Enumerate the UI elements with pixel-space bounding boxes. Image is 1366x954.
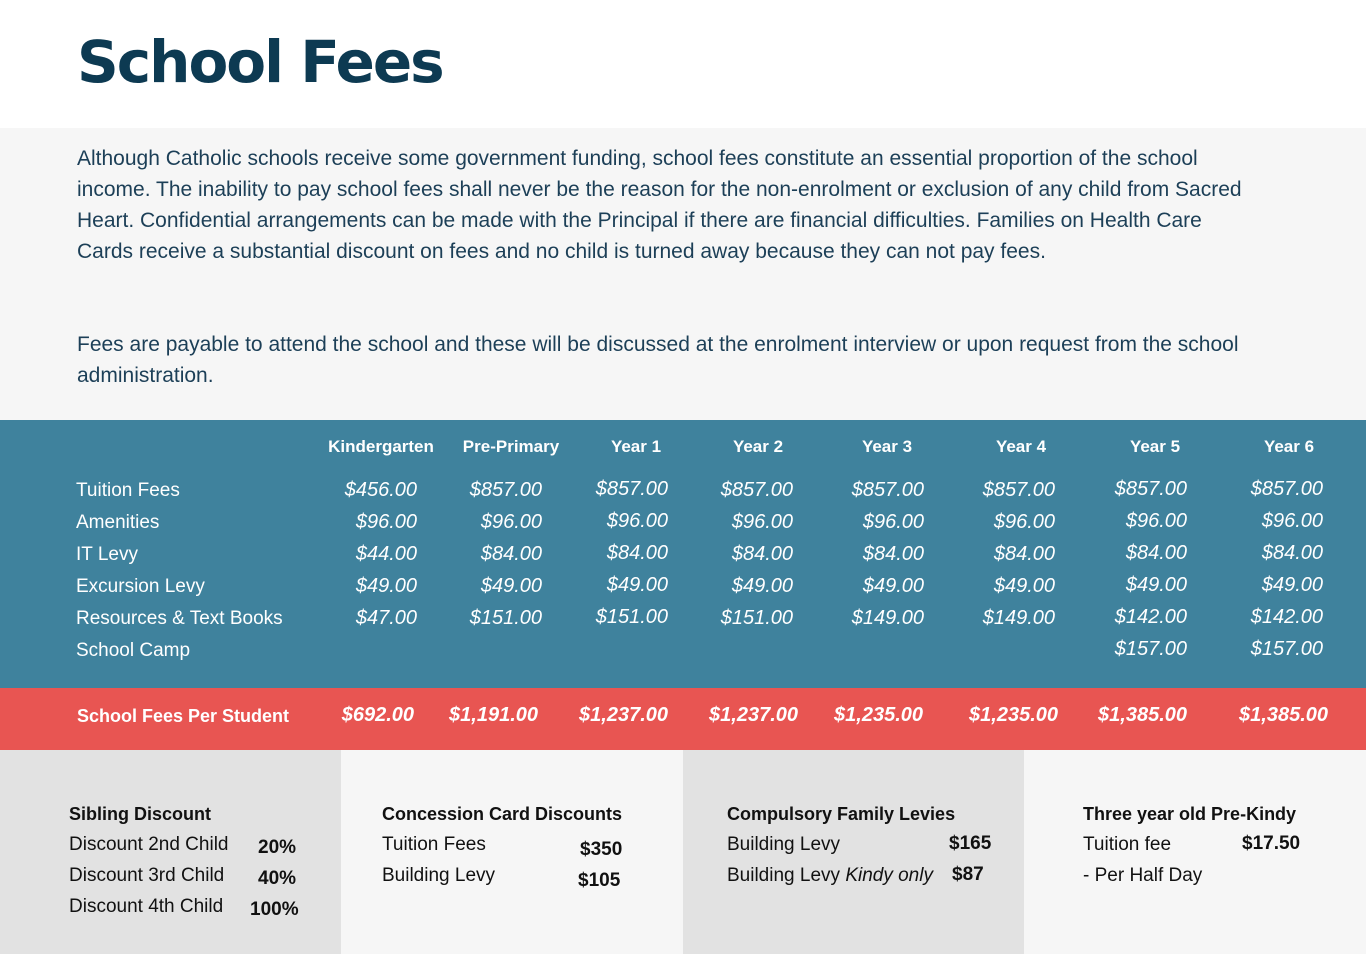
fee-cell: $47.00 bbox=[355, 607, 417, 629]
row-label-excursion-levy: Excursion Levy bbox=[76, 576, 205, 597]
column-header-year-4: Year 4 bbox=[995, 437, 1047, 456]
row-label-school-camp: School Camp bbox=[76, 640, 191, 661]
fee-cell: $857.00 bbox=[1250, 478, 1323, 500]
fee-cell: $96.00 bbox=[731, 511, 793, 533]
total-value: $1,385.00 bbox=[1239, 704, 1328, 726]
fee-cell: $857.00 bbox=[469, 479, 542, 501]
fee-cell: $84.00 bbox=[1125, 542, 1187, 564]
total-value: $1,237.00 bbox=[709, 704, 798, 726]
panel-item-label: Tuition fee bbox=[1083, 834, 1172, 855]
fee-cell: $49.00 bbox=[862, 575, 924, 597]
fee-cell: $142.00 bbox=[1250, 606, 1323, 628]
column-header-pre-primary: Pre-Primary bbox=[462, 437, 560, 456]
fee-cell: $49.00 bbox=[606, 574, 668, 596]
panel-item-label: Tuition Fees bbox=[382, 834, 486, 855]
fee-cell: $857.00 bbox=[1114, 478, 1187, 500]
panel-item-value: 20% bbox=[258, 837, 297, 858]
fee-cell: $49.00 bbox=[355, 575, 417, 597]
fee-cell: $96.00 bbox=[1261, 510, 1323, 532]
fee-cell: $157.00 bbox=[1114, 638, 1187, 660]
fee-cell: $151.00 bbox=[469, 607, 542, 629]
concession-card-panel bbox=[341, 750, 683, 954]
fee-cell: $857.00 bbox=[720, 479, 793, 501]
fee-cell: $49.00 bbox=[731, 575, 793, 597]
fee-cell: $49.00 bbox=[480, 575, 542, 597]
panel-item-value: $165 bbox=[949, 833, 992, 854]
panel-title: Sibling Discount bbox=[69, 804, 211, 824]
fees-table bbox=[0, 420, 1366, 688]
fee-cell: $151.00 bbox=[720, 607, 793, 629]
column-header-year-5: Year 5 bbox=[1129, 437, 1181, 456]
fee-cell: $49.00 bbox=[993, 575, 1055, 597]
fee-cell: $96.00 bbox=[355, 511, 417, 533]
fee-cell: $157.00 bbox=[1250, 638, 1323, 660]
fee-cell: $149.00 bbox=[982, 607, 1055, 629]
row-label-it-levy: IT Levy bbox=[76, 544, 138, 565]
fee-cell: $857.00 bbox=[982, 479, 1055, 501]
fee-cell: $49.00 bbox=[1125, 574, 1187, 596]
row-label-resources-and-text-books: Resources & Text Books bbox=[76, 608, 283, 629]
fees-total-row bbox=[0, 688, 1366, 750]
pre-kindy-panel bbox=[1024, 750, 1366, 954]
panel-item-value: $87 bbox=[952, 864, 984, 885]
total-value: $1,237.00 bbox=[579, 704, 668, 726]
fee-cell: $84.00 bbox=[480, 543, 542, 565]
fee-cell: $96.00 bbox=[480, 511, 542, 533]
fee-cell: $857.00 bbox=[595, 478, 668, 500]
fee-cell: $857.00 bbox=[851, 479, 924, 501]
row-label-amenities: Amenities bbox=[76, 512, 160, 533]
panel-item-label bbox=[727, 865, 933, 887]
total-label: School Fees Per Student bbox=[77, 706, 290, 726]
panel-title: Three year old Pre-Kindy bbox=[1083, 804, 1297, 824]
total-value: $1,235.00 bbox=[834, 704, 923, 726]
sibling-discount-panel bbox=[0, 750, 341, 954]
total-value: $1,235.00 bbox=[969, 704, 1058, 726]
intro-paragraph-2: Fees are payable to attend the school and these will be discussed at the enrolment interview or upon request from the school administration. bbox=[77, 333, 1239, 387]
column-header-year-2: Year 2 bbox=[732, 437, 784, 456]
total-value: $1,191.00 bbox=[449, 704, 538, 726]
column-header-year-3: Year 3 bbox=[861, 437, 913, 456]
panel-item-value: $105 bbox=[578, 870, 621, 891]
row-label-tuition-fees: Tuition Fees bbox=[76, 480, 180, 501]
panel-title: Concession Card Discounts bbox=[382, 804, 623, 824]
total-value: $1,385.00 bbox=[1098, 704, 1187, 726]
total-value: $692.00 bbox=[341, 704, 414, 726]
intro-paragraph-1: Although Catholic schools receive some government funding, school fees constitute an essential proportion of the school income. The inability to pay school fees shall never be the reason for the non-enrolment or exclusion of any child from Sacred Heart. Confidential arrangements can be made with the Principal if there are financial difficulties. Families on Health Care Cards receive a substantial discount on fees and no child is turned away because they can not pay fees. bbox=[77, 147, 1242, 263]
fee-cell: $84.00 bbox=[862, 543, 924, 565]
fee-cell: $84.00 bbox=[606, 542, 668, 564]
fee-cell: $96.00 bbox=[1125, 510, 1187, 532]
panel-item-label: Discount 4th Child bbox=[69, 896, 224, 917]
panel-item-value: 100% bbox=[250, 899, 299, 920]
panel-item-label-suffix: Kindy only bbox=[845, 865, 933, 886]
column-header-year-1: Year 1 bbox=[610, 437, 662, 456]
panel-item-value: 40% bbox=[258, 868, 297, 889]
column-header-year-6: Year 6 bbox=[1263, 437, 1315, 456]
panel-item-value: $17.50 bbox=[1242, 833, 1301, 854]
panel-item-label: - Per Half Day bbox=[1083, 865, 1203, 886]
panel-title: Compulsory Family Levies bbox=[727, 804, 956, 824]
fee-cell: $96.00 bbox=[606, 510, 668, 532]
panel-item-label: Building Levy bbox=[727, 834, 841, 855]
page-title: School Fees bbox=[77, 28, 443, 96]
family-levies-panel bbox=[683, 750, 1024, 954]
fee-cell: $151.00 bbox=[595, 606, 668, 628]
fee-cell: $84.00 bbox=[993, 543, 1055, 565]
column-header-kindergarten: Kindergarten bbox=[328, 437, 434, 456]
panel-item-label: Discount 3rd Child bbox=[69, 865, 225, 886]
fee-cell: $142.00 bbox=[1114, 606, 1187, 628]
panel-item-label: Building Levy bbox=[382, 865, 496, 886]
fee-cell: $84.00 bbox=[1261, 542, 1323, 564]
fee-cell: $44.00 bbox=[355, 543, 417, 565]
fee-cell: $456.00 bbox=[344, 479, 417, 501]
panel-item-value: $350 bbox=[580, 839, 623, 860]
fee-cell: $96.00 bbox=[862, 511, 924, 533]
fee-cell: $149.00 bbox=[851, 607, 924, 629]
fee-cell: $49.00 bbox=[1261, 574, 1323, 596]
fee-cell: $96.00 bbox=[993, 511, 1055, 533]
intro-section bbox=[0, 128, 1366, 420]
panel-item-label-text: Building Levy bbox=[727, 865, 841, 886]
panel-item-label: Discount 2nd Child bbox=[69, 834, 229, 855]
fee-cell: $84.00 bbox=[731, 543, 793, 565]
